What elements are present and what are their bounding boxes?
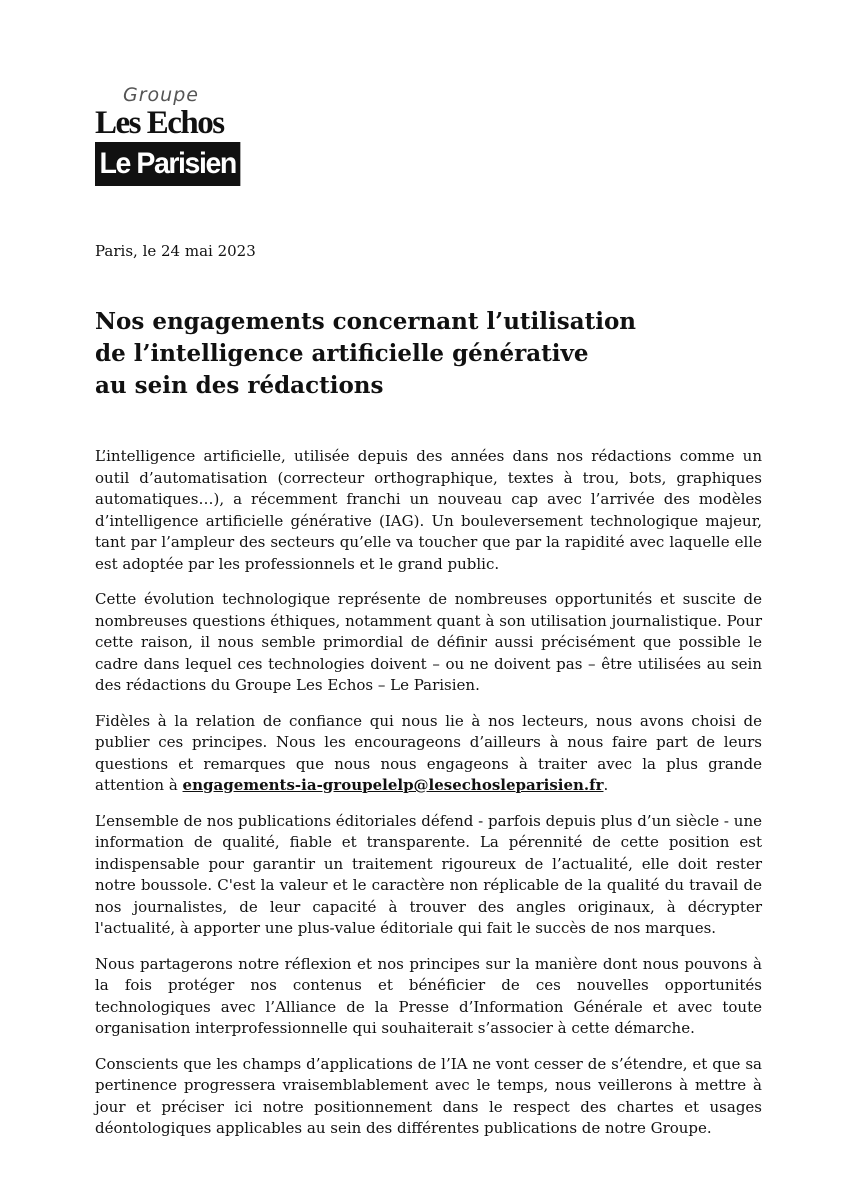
paragraph-6: Conscients que les champs d’applications de l’IA ne vont cesser de s’étendre, et que sa pertinence progressera vraisemblablement avec le temps, nous veillerons à mettre à jour et préciser ici notre positionnement dans le respect des chartes et usages déontologiques applicables au sein des différentes publications de notre Groupe. xyxy=(95,1054,762,1137)
logo-groupe-text: Groupe xyxy=(123,84,199,106)
paragraph-3-end: . xyxy=(603,776,609,794)
document-body xyxy=(95,446,762,1154)
paragraph-3-text: Fidèles à la relation de confiance qui nous lie à nos lecteurs, nous avons choisi de publier ces principes. Nous les encourageons d’ailleurs à nous faire part de leurs questions et remarques que nous nous engageons à traiter avec la plus grande attention à xyxy=(95,711,762,794)
title-line-2: de l’intelligence artificielle générative xyxy=(95,340,589,367)
contact-email-link[interactable]: engagements-ia-groupelelp@lesechosleparisien.fr xyxy=(182,776,604,794)
paragraph-2: Cette évolution technologique représente de nombreuses opportunités et suscite de nombreuses questions éthiques, notamment quant à son utilisation journalistique. Pour cette raison, il nous semble primordial de définir aussi précisément que possible le cadre dans lequel ces technologies doivent – ou ne doivent pas – être utilisées au sein des rédactions du Groupe Les Echos – Le Parisien. xyxy=(95,590,762,694)
paragraph-5: Nous partagerons notre réflexion et nos principes sur la manière dont nous pouvons à la fois protéger nos contenus et bénéficier de ces nouvelles opportunités technologiques avec l’Alliance de la Presse d’Information Générale et avec toute organisation interprofessionnelle qui souhaiterait s’associer à cette démarche. xyxy=(95,954,762,1037)
document-title xyxy=(95,306,735,402)
group-logo xyxy=(95,84,255,186)
title-line-3: au sein des rédactions xyxy=(95,372,384,399)
document-date: Paris, le 24 mai 2023 xyxy=(95,242,256,260)
title-line-1: Nos engagements concernant l’utilisation xyxy=(95,308,637,335)
logo-leparisien-text: Le Parisien xyxy=(95,142,240,186)
paragraph-4: L’ensemble de nos publications éditoriales défend - parfois depuis plus d’un siècle - une information de qualité, fiable et transparente. La pérennité de cette position est indispensable pour garantir un traitement rigoureux de l’actualité, elle doit rester notre boussole. C'est la valeur et le caractère non réplicable de la qualité du travail de nos journalistes, de leur capacité à trouver des angles originaux, à décrypter l'actualité, à apporter une plus-value éditoriale qui fait le succès de nos marques. xyxy=(95,811,762,937)
paragraph-1: L’intelligence artificielle, utilisée depuis des années dans nos rédactions comme un outil d’automatisation (correcteur orthographique, textes à trou, bots, graphiques automatiques…), a récemment franchi un nouveau cap avec l’arrivée des modèles d’intelligence artificielle générative (IAG). Un bouleversement technologique majeur, tant par l’ampleur des secteurs qu’elle va toucher que par la rapidité avec laquelle elle est adoptée par les professionnels et le grand public. xyxy=(95,447,762,573)
logo-lesechos-text: Les Echos xyxy=(95,105,224,141)
paragraph-3 xyxy=(95,711,762,797)
